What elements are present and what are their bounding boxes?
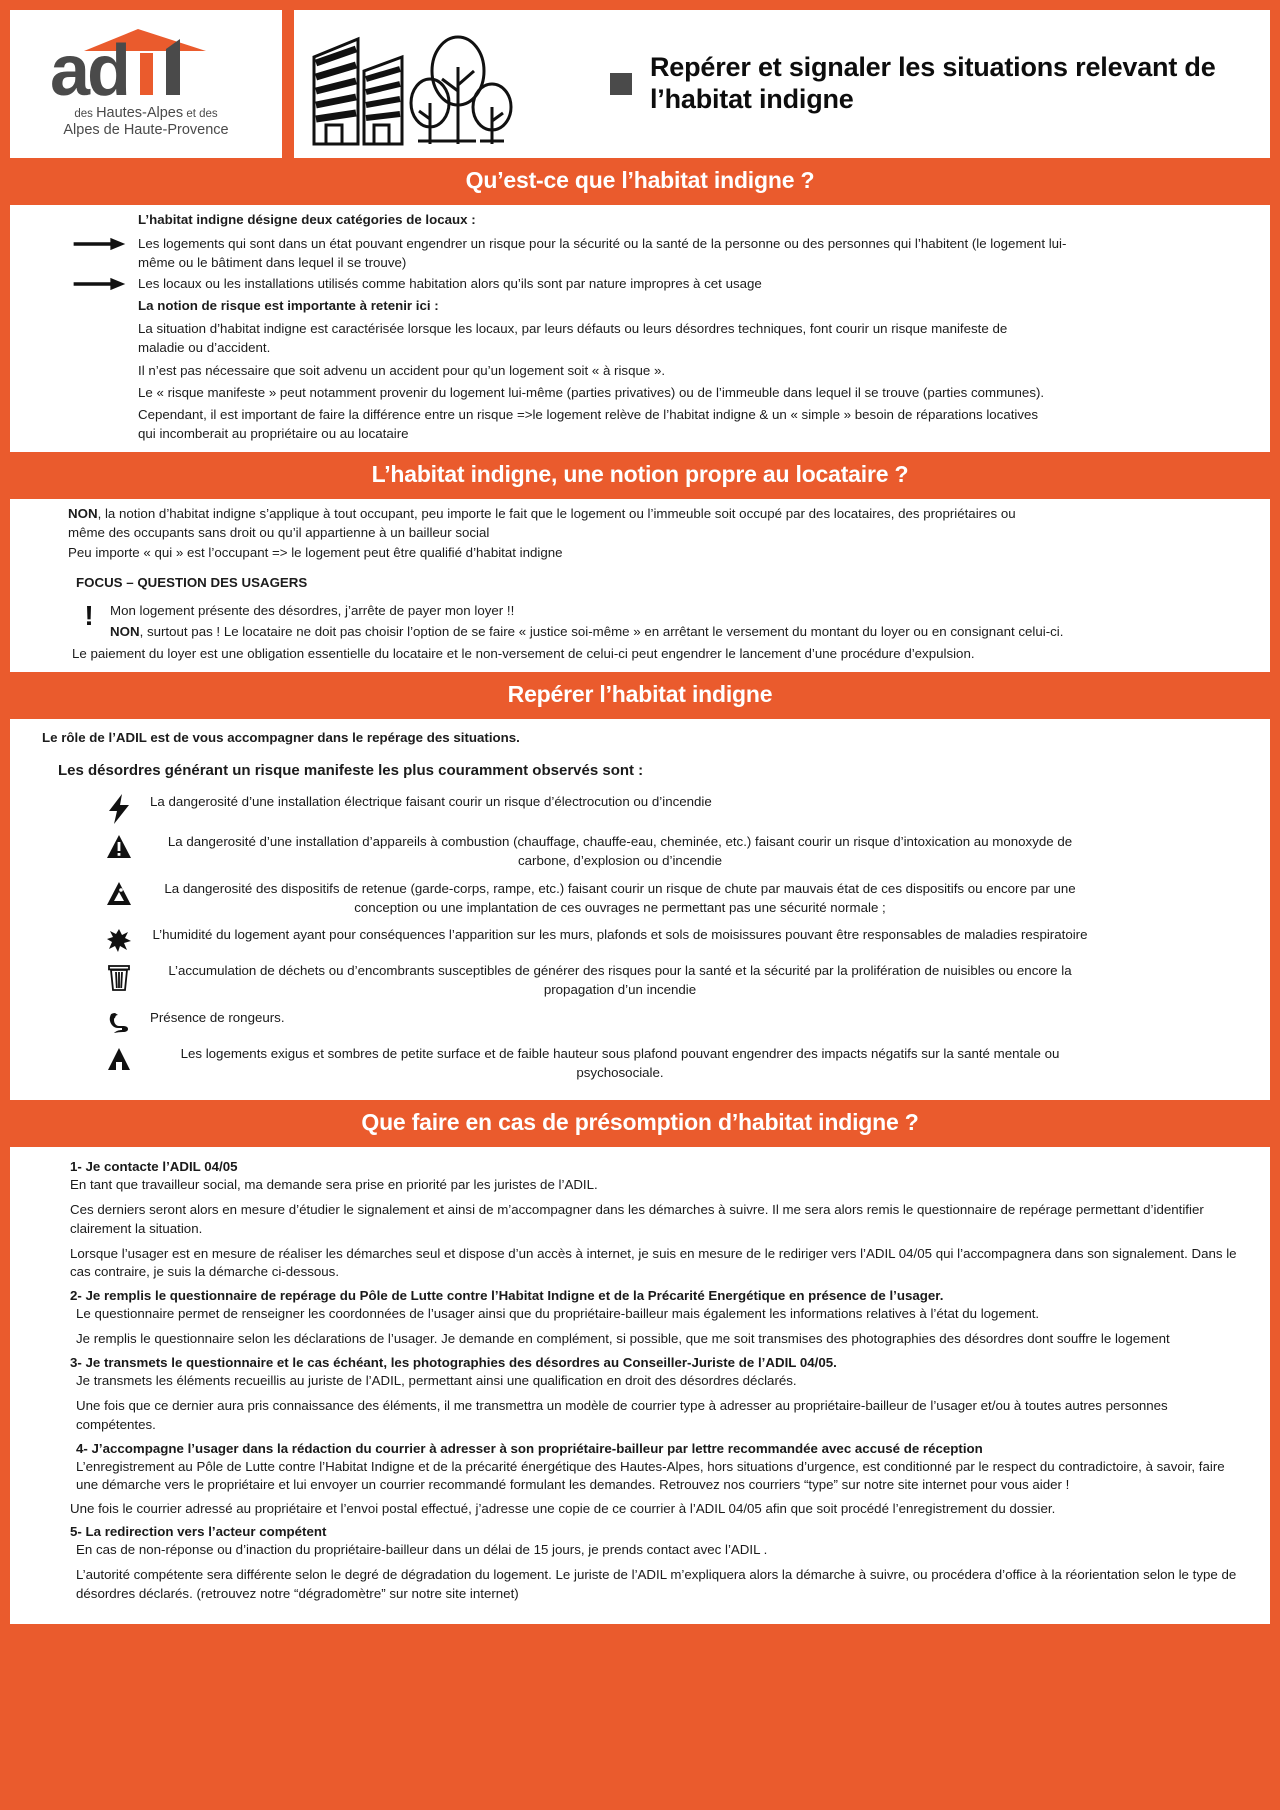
disorder-item [24, 962, 1256, 1000]
step-heading: 3- Je transmets le questionnaire et le cas échéant, les photographies des désordres au Conseiller-Juriste de l’ADIL 04/05. [70, 1355, 837, 1371]
disorder-item [24, 1009, 1256, 1036]
step-para: En cas de non-réponse ou d’inaction du propriétaire-bailleur dans un délai de 15 jours, je prends contact avec l’ADIL . [76, 1542, 768, 1558]
header-title-box [294, 10, 1270, 158]
step-heading: 4- J’accompagne l’usager dans la rédaction du courrier à adresser à son propriétaire-bailleur par lettre recommandée avec accusé de réception [76, 1440, 983, 1456]
title-bullet-square [610, 73, 632, 95]
focus-answer-non: NON [110, 624, 140, 639]
lightning-bolt-icon [102, 793, 136, 824]
section-que-faire [10, 1147, 1270, 1624]
section-notion-locataire [10, 499, 1270, 672]
step-heading: 2- Je remplis le questionnaire de repérage du Pôle de Lutte contre l’Habitat Indigne et de la Précarité Energétique en présence de l’usager. [70, 1288, 944, 1304]
page-title: Repérer et signaler les situations relevant de l’habitat indigne [650, 52, 1216, 114]
reperer-line1: Le rôle de l’ADIL est de vous accompagner dans le repérage des situations. [42, 729, 520, 745]
adil-wordmark [46, 27, 246, 105]
focus-question: Mon logement présente des désordres, j’arrête de payer mon loyer !! [110, 603, 515, 619]
disorder-item [24, 926, 1256, 953]
poster-header [10, 10, 1270, 158]
definition-bullet-2 [24, 275, 1256, 294]
disorder-item-text: L’accumulation de déchets ou d’encombrants susceptibles de générer des risques pour la santé et la sécurité par la prolifération de nuisibles ou encore la propagation d’un incendie [168, 963, 1072, 998]
disorder-item [24, 793, 1256, 824]
adil-logo [10, 10, 282, 158]
step-block [24, 1441, 1256, 1519]
logo-sub-line2: Alpes de Haute-Provence [63, 122, 229, 138]
disorder-item [24, 880, 1256, 918]
disorder-item-text: La dangerosité d’une installation électrique faisant courir un risque d’électrocution ou d’incendie [150, 793, 712, 809]
step-block [24, 1355, 1256, 1435]
risk-para-4: Cependant, il est important de faire la différence entre un risque =>le logement relève de l’habitat indigne & un « simple » besoin de réparations locatives qui incomberait au propriétaire ou au locataire [138, 406, 1039, 441]
rat-icon [102, 1009, 136, 1036]
risk-para-1: La situation d’habitat indigne est caractérisée lorsque les locaux, par leurs défauts ou leurs désordres techniques, font courir un risque manifeste de maladie ou d’accident. [138, 321, 1008, 356]
trash-bin-icon [102, 962, 136, 991]
locataire-lead [68, 505, 1018, 543]
disorder-item-text: La dangerosité d’une installation d’appareils à combustion (chauffage, chauffe-eau, cheminée, etc.) faisant courir un risque d’intoxication au monoxyde de carbone, d’explosion ou d’incendie [167, 833, 1073, 868]
focus-title: FOCUS – QUESTION DES USAGERS [76, 575, 308, 591]
focus-answer [110, 623, 1080, 642]
step-para: Une fois que ce dernier aura pris connaissance des éléments, il me transmettra un modèle de courrier type à adresser au propriétaire-bailleur de l’usager et/ou à toutes autres personnes compétentes. [76, 1397, 1168, 1432]
step-heading: 5- La redirection vers l’acteur compétent [70, 1524, 327, 1540]
disorder-item-text: Les logements exigus et sombres de petite surface et de faible hauteur sous plafond pouvant engendrer des impacts négatifs sur la santé mentale ou psychosociale. [180, 1046, 1060, 1081]
adil-logo-subtitle [63, 105, 228, 138]
logo-sub-des: des [74, 108, 97, 121]
banner-notion-locataire: L’habitat indigne, une notion propre au locataire ? [10, 452, 1270, 499]
fall-hazard-triangle-icon [102, 880, 136, 907]
mold-splat-icon [102, 926, 136, 953]
risk-para-2: Il n’est pas nécessaire que soit advenu un accident pour qu’un logement soit « à risque ». [138, 363, 666, 379]
step-para: En tant que travailleur social, ma demande sera prise en priorité par les juristes de l’ADIL. [70, 1176, 598, 1192]
step-block [24, 1159, 1256, 1282]
disorder-item-text: L’humidité du logement ayant pour conséquences l’apparition sur les murs, plafonds et sols de moisissures pouvant être responsables de maladies respiratoire [152, 927, 1088, 943]
banner-qu-est-ce-que: Qu’est-ce que l’habitat indigne ? [10, 158, 1270, 205]
adil-logo-svg [46, 27, 246, 105]
step-block [24, 1524, 1256, 1604]
step-para: Une fois le courrier adressé au propriétaire et l’envoi postal effectué, j’adresse une copie de ce courrier à l’ADIL 04/05 afin que soit procédé l’enregistrement du dossier. [70, 1500, 1056, 1516]
step-para: Je remplis le questionnaire selon les déclarations de l’usager. Je demande en complément, si possible, que me soit transmises des photographies des désordres dont souffre le logement [76, 1331, 1170, 1347]
section-definition [10, 205, 1270, 452]
disorder-item [24, 833, 1256, 871]
disorder-item-text: Présence de rongeurs. [150, 1010, 285, 1026]
disorder-list [24, 793, 1256, 1083]
buildings-and-trees-icon [306, 19, 596, 149]
disorder-item-text: La dangerosité des dispositifs de retenue (garde-corps, rampe, etc.) faisant courir un risque de chute par mauvais état de ces dispositifs ou encore par une conception ou une implantation de ces ouvrages ne permettant pas une sécurité normale ; [164, 880, 1076, 915]
step-para: Lorsque l’usager est en mesure de réaliser les démarches seul et dispose d’un accès à internet, je suis en mesure de le rediriger vers l’ADIL 04/05 qui l’accompagnera dans son signalement. Dans le cas contraire, je suis la démarche ci-dessous. [70, 1245, 1237, 1280]
locataire-closing: Le paiement du loyer est une obligation essentielle du locataire et le non-versement de celui-ci peut engendrer le lancement d’une procédure d’expulsion. [72, 645, 975, 661]
disorder-item [24, 1045, 1256, 1083]
step-para: Je transmets les éléments recueillis au juriste de l’ADIL, permettant ainsi une qualification en droit des désordres déclarés. [76, 1373, 797, 1389]
logo-sub-hautes-alpes: Hautes-Alpes [96, 105, 184, 122]
focus-block [80, 602, 1256, 642]
reperer-line2: Les désordres générant un risque manifeste les plus couramment observés sont : [58, 761, 644, 779]
definition-bullet-1 [24, 235, 1256, 273]
step-heading: 1- Je contacte l’ADIL 04/05 [70, 1158, 238, 1174]
section-reperer [10, 719, 1270, 1100]
locataire-lead-non: NON [68, 505, 98, 521]
definition-intro: L’habitat indigne désigne deux catégories de locaux : [138, 212, 476, 227]
banner-que-faire: Que faire en cas de présomption d’habitat indigne ? [10, 1100, 1270, 1147]
warning-triangle-icon [102, 833, 136, 860]
step-para: Ces derniers seront alors en mesure d’étudier le signalement et ainsi de m’accompagner dans les démarches à suivre. Il me sera alors remis le questionnaire de repérage permettant d’identifier clairement la situation. [70, 1201, 1204, 1236]
exclamation-icon: ! [84, 600, 94, 632]
house-icon [102, 1045, 136, 1072]
arrow-right-icon [68, 275, 130, 291]
step-para: Le questionnaire permet de renseigner les coordonnées de l’usager ainsi que du propriétaire-bailleur mais également les informations relatives à l’état du logement. [76, 1306, 1040, 1322]
step-para: L’autorité compétente sera différente selon le degré de dégradation du logement. Le juriste de l’ADIL m’expliquera alors la démarche à suivre, ou procédera d’office à la réorientation selon le type de désordres déclarés. (retrouvez notre “dégradomètre” sur notre site internet) [76, 1567, 1237, 1602]
step-para: L’enregistrement au Pôle de Lutte contre l’Habitat Indigne et de la précarité énergétique des Hautes-Alpes, hors situations d’urgence, est conditionné par le respect du contradictoire, à savoir, faire une démarche vers le propriétaire et lui envoyer un courrier recommandé formulant les demandes. Retrouvez nos courriers “type” sur notre site internet pour vous aider ! [76, 1458, 1225, 1492]
focus-answer-rest: , surtout pas ! Le locataire ne doit pas choisir l’option de se faire « justice soi-même » en arrêtant le versement du montant du loyer ou en consignant celui-ci. [139, 624, 1064, 639]
definition-bullet-1-text: Les logements qui sont dans un état pouvant engendrer un risque pour la sécurité ou la santé de la personne ou des personnes qui l’habitent (le logement lui-même ou le bâtiment dans lequel il se trouve) [138, 235, 1067, 270]
locataire-lead-rest: , la notion d’habitat indigne s’applique à tout occupant, peu importe le fait que le logement ou l’immeuble soit occupé par des locataires, des propriétaires ou même des occupants sans droit ou qu’il appartienne à un bailleur social [68, 505, 1016, 540]
arrow-right-icon [68, 235, 130, 251]
definition-bullet-2-text: Les locaux ou les installations utilisés comme habitation alors qu’ils sont par nature impropres à cet usage [138, 275, 762, 291]
risk-para-3: Le « risque manifeste » peut notamment provenir du logement lui-même (parties privatives) ou de l’immeuble dans lequel il se trouve (parties communes). [138, 385, 1045, 400]
locataire-line2: Peu importe « qui » est l’occupant => le logement peut être qualifié d’habitat indigne [68, 545, 563, 561]
step-block [24, 1288, 1256, 1349]
svg-text:ad: ad [50, 31, 129, 106]
banner-reperer: Repérer l’habitat indigne [10, 672, 1270, 719]
logo-sub-etdes: et des [183, 108, 218, 121]
risk-subheading: La notion de risque est importante à retenir ici : [138, 297, 439, 313]
